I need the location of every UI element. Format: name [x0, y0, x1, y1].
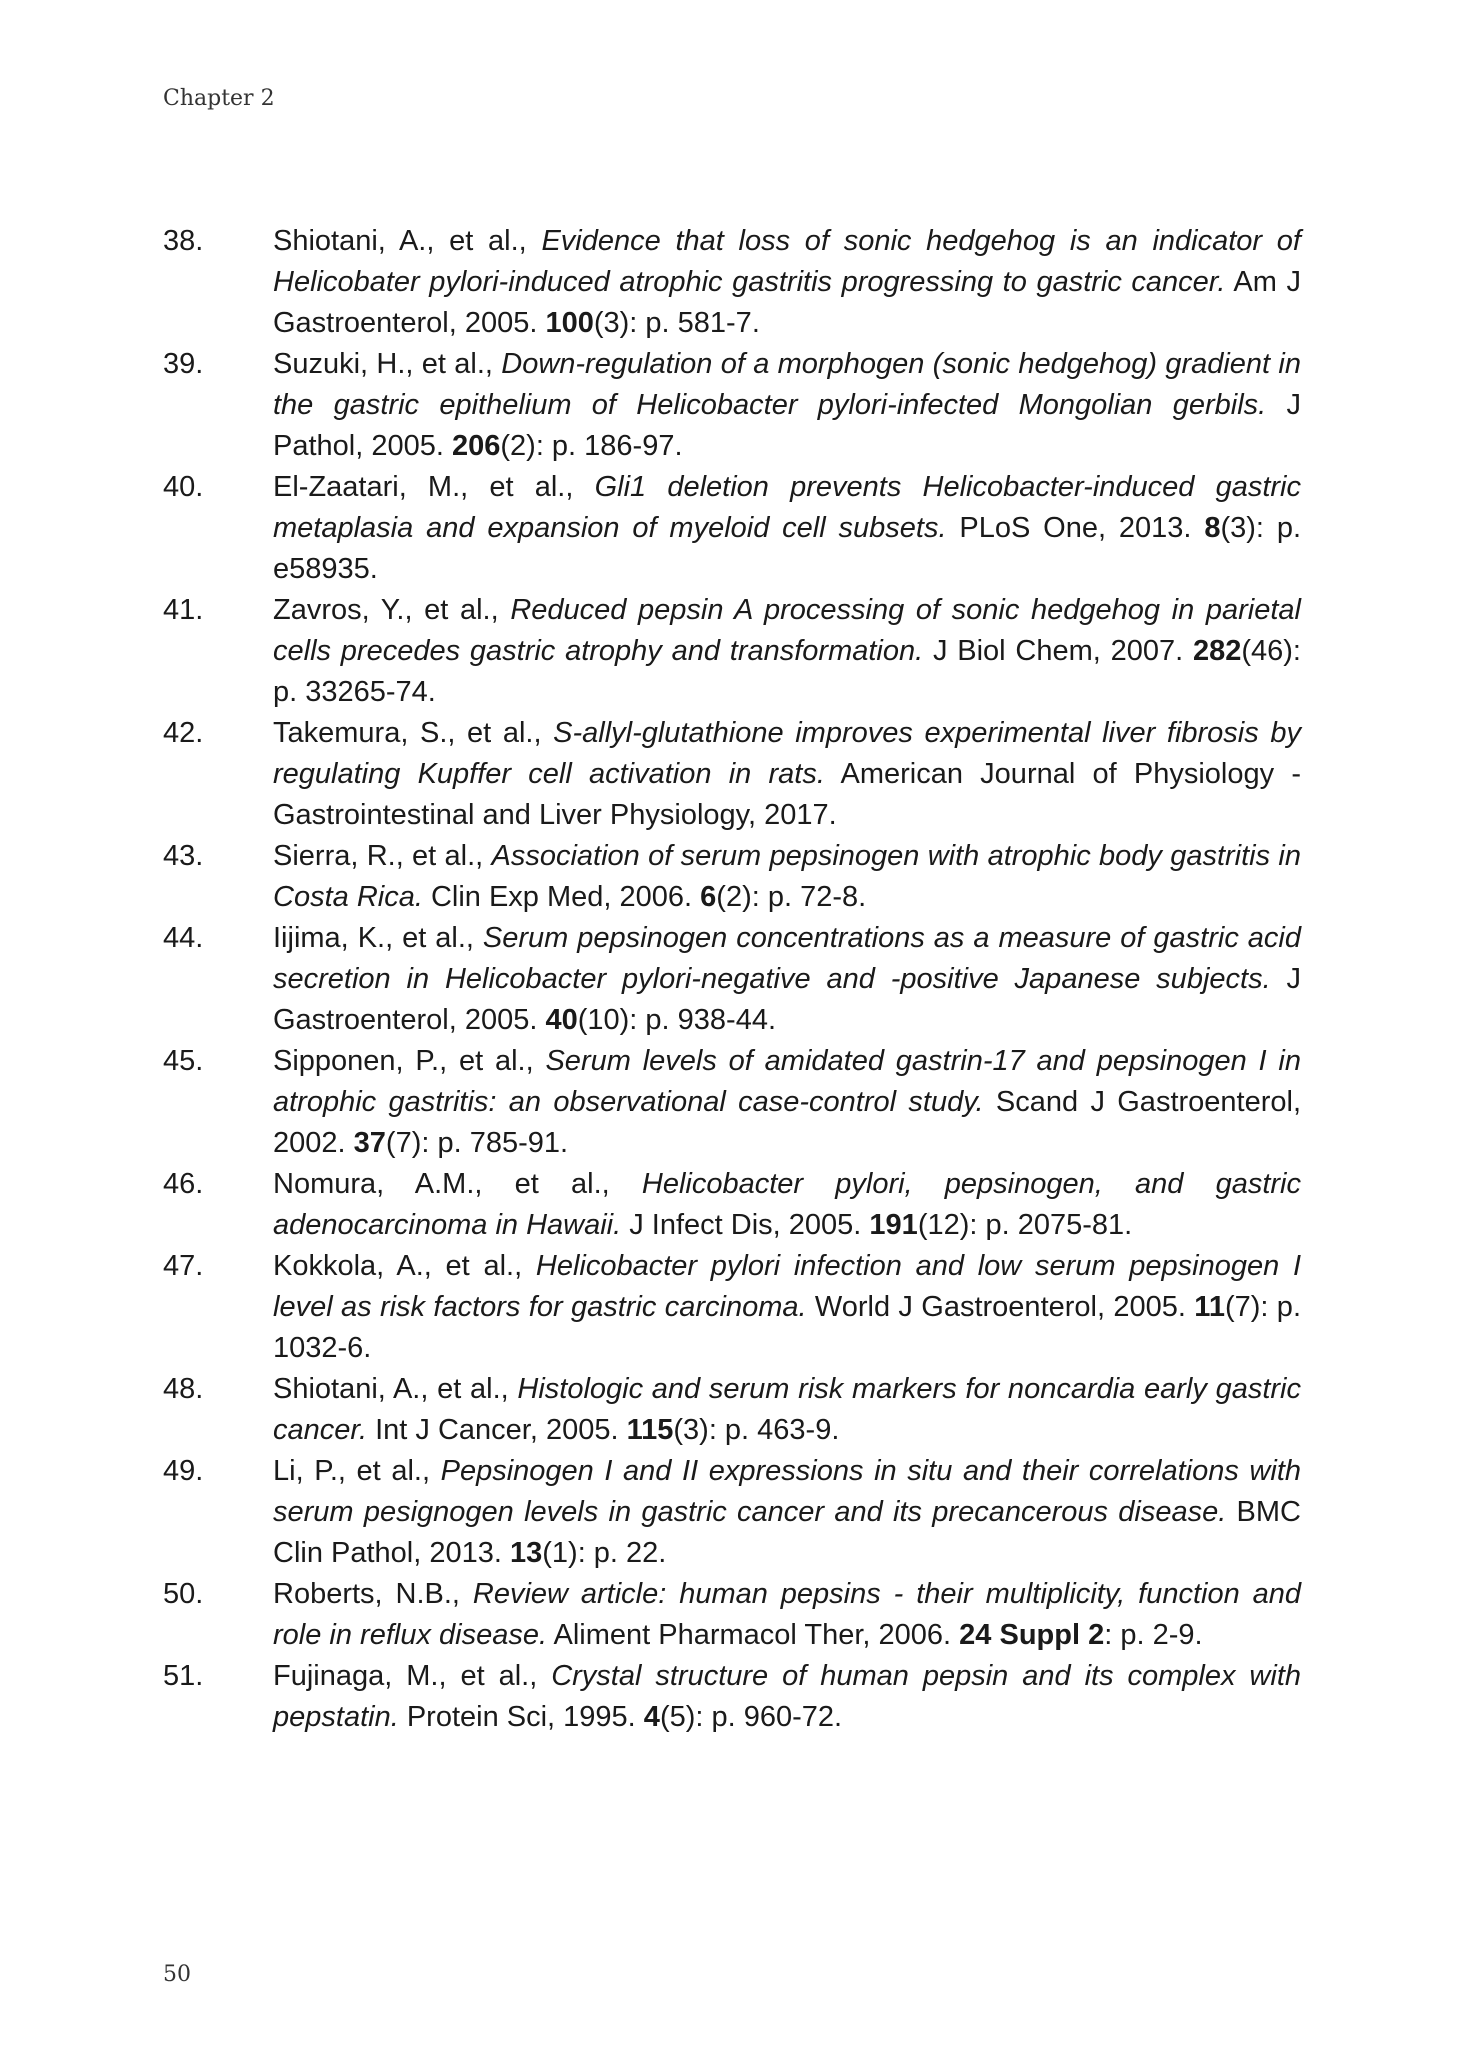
reference-authors: Zavros, Y., et al., — [273, 594, 511, 626]
reference-text — [273, 1574, 1301, 1656]
reference-authors: Suzuki, H., et al., — [273, 348, 502, 380]
reference-item — [163, 1574, 1301, 1656]
reference-journal: American Journal of Physiology - Gastrointestinal and Liver Physiology, 2017. — [273, 758, 1301, 831]
reference-number: 38. — [163, 225, 204, 257]
reference-authors: Sipponen, P., et al., — [273, 1045, 546, 1077]
reference-authors: Fujinaga, M., et al., — [273, 1660, 552, 1692]
reference-text — [273, 344, 1301, 467]
reference-number: 39. — [163, 348, 204, 380]
reference-volume: 13 — [509, 1537, 543, 1569]
reference-pages: (3): p. e58935. — [273, 512, 1301, 585]
running-head: Chapter 2 — [163, 86, 275, 111]
reference-volume: 191 — [869, 1209, 918, 1241]
reference-volume: 24 Suppl 2 — [959, 1619, 1105, 1651]
reference-volume: 115 — [626, 1414, 674, 1446]
reference-title: Pepsinogen I and II expressions in situ and their correlations with serum pesignogen levels in gastric cancer and its precancerous disease. — [273, 1455, 1302, 1528]
reference-item — [163, 1451, 1301, 1574]
reference-volume: 206 — [451, 430, 501, 462]
reference-pages: (5): p. 960-72. — [659, 1701, 843, 1733]
reference-text — [273, 836, 1301, 918]
reference-authors: Kokkola, A., et al., — [273, 1250, 536, 1282]
reference-title: Serum levels of amidated gastrin-17 and pepsinogen I in atrophic gastritis: an observational case-control study. — [273, 1045, 1301, 1118]
page-number: 50 — [163, 1962, 191, 1987]
reference-title: Helicobacter pylori, pepsinogen, and gastric adenocarcinoma in Hawaii. — [273, 1168, 1301, 1241]
reference-journal: J Pathol, 2005. — [273, 389, 1302, 462]
reference-text — [273, 1164, 1301, 1246]
reference-text — [273, 467, 1301, 590]
reference-item — [163, 1041, 1301, 1164]
reference-number: 41. — [163, 594, 204, 626]
reference-text — [273, 1656, 1301, 1738]
reference-journal: Protein Sci, 1995. — [398, 1701, 644, 1733]
reference-authors: Nomura, A.M., et al., — [273, 1168, 642, 1200]
reference-pages: (10): p. 938-44. — [577, 1004, 777, 1036]
reference-item — [163, 344, 1301, 467]
reference-journal: Int J Cancer, 2005. — [367, 1414, 627, 1446]
reference-volume: 40 — [545, 1004, 578, 1036]
reference-journal: J Gastroenterol, 2005. — [273, 963, 1302, 1036]
reference-number: 49. — [163, 1455, 204, 1487]
reference-text — [273, 1451, 1301, 1574]
reference-title: S-allyl-glutathione improves experimental liver fibrosis by regulating Kupffer cell activation in rats. — [273, 717, 1301, 790]
reference-title: Helicobacter pylori infection and low serum pepsinogen I level as risk factors for gastric carcinoma. — [273, 1250, 1302, 1323]
reference-journal: PLoS One, 2013. — [946, 512, 1205, 544]
reference-text — [273, 713, 1301, 836]
reference-text — [273, 918, 1301, 1041]
reference-title: Evidence that loss of sonic hedgehog is an indicator of Helicobater pylori-induced atrophic gastritis progressing to gastric cancer. — [273, 225, 1301, 298]
reference-title: Association of serum pepsinogen with atrophic body gastritis in Costa Rica. — [273, 840, 1301, 913]
reference-authors: El-Zaatari, M., et al., — [273, 471, 595, 503]
reference-journal: Aliment Pharmacol Ther, 2006. — [547, 1619, 960, 1651]
reference-item — [163, 1164, 1301, 1246]
reference-authors: Iijima, K., et al., — [273, 922, 483, 954]
reference-title: Crystal structure of human pepsin and its complex with pepstatin. — [273, 1660, 1301, 1733]
reference-number: 46. — [163, 1168, 204, 1200]
reference-authors: Takemura, S., et al., — [273, 717, 554, 749]
reference-journal: BMC Clin Pathol, 2013. — [273, 1496, 1301, 1569]
reference-title: Histologic and serum risk markers for noncardia early gastric cancer. — [273, 1373, 1301, 1446]
reference-pages: (2): p. 72-8. — [716, 881, 867, 913]
reference-authors: Shiotani, A., et al., — [273, 225, 542, 257]
reference-pages: (3): p. 581-7. — [593, 307, 760, 339]
reference-pages: (3): p. 463-9. — [673, 1414, 840, 1446]
reference-number: 43. — [163, 840, 204, 872]
reference-authors: Sierra, R., et al., — [273, 840, 492, 872]
reference-volume: 6 — [700, 881, 717, 913]
reference-number: 51. — [163, 1660, 204, 1692]
reference-volume: 282 — [1192, 635, 1242, 667]
reference-title: Serum pepsinogen concentrations as a measure of gastric acid secretion in Helicobacter pylori-negative and -positive Japanese subjects. — [273, 922, 1301, 995]
reference-number: 45. — [163, 1045, 204, 1077]
reference-pages: (2): p. 186-97. — [500, 430, 683, 462]
reference-journal: J Biol Chem, 2007. — [923, 635, 1193, 667]
reference-journal: J Infect Dis, 2005. — [621, 1209, 870, 1241]
reference-volume: 100 — [545, 307, 594, 339]
reference-pages: (12): p. 2075-81. — [917, 1209, 1133, 1241]
reference-volume: 11 — [1194, 1291, 1225, 1323]
reference-number: 40. — [163, 471, 204, 503]
reference-pages: (46): p. 33265-74. — [273, 635, 1301, 708]
reference-text — [273, 590, 1301, 713]
reference-volume: 37 — [353, 1127, 386, 1159]
reference-item — [163, 918, 1301, 1041]
reference-pages: (1): p. 22. — [542, 1537, 667, 1569]
reference-authors: Shiotani, A., et al., — [273, 1373, 518, 1405]
reference-item — [163, 1369, 1301, 1451]
reference-journal: Scand J Gastroenterol, 2002. — [273, 1086, 1302, 1159]
reference-item — [163, 221, 1301, 344]
reference-item — [163, 713, 1301, 836]
reference-title: Reduced pepsin A processing of sonic hedgehog in parietal cells precedes gastric atrophy and transformation. — [273, 594, 1301, 667]
reference-text — [273, 1369, 1301, 1451]
reference-number: 47. — [163, 1250, 204, 1282]
reference-number: 44. — [163, 922, 204, 954]
reference-pages: (7): p. 1032-6. — [273, 1291, 1301, 1364]
reference-number: 42. — [163, 717, 204, 749]
reference-pages: : p. 2-9. — [1104, 1619, 1203, 1651]
reference-title: Down-regulation of a morphogen (sonic hedgehog) gradient in the gastric epithelium of Helicobacter pylori-infected Mongolian gerbils. — [273, 348, 1301, 421]
reference-number: 50. — [163, 1578, 204, 1610]
reference-text — [273, 1246, 1301, 1369]
reference-journal: Clin Exp Med, 2006. — [422, 881, 701, 913]
reference-authors: Roberts, N.B., — [273, 1578, 473, 1610]
reference-text — [273, 221, 1301, 344]
reference-authors: Li, P., et al., — [273, 1455, 441, 1487]
reference-item — [163, 590, 1301, 713]
reference-item — [163, 1246, 1301, 1369]
reference-number: 48. — [163, 1373, 204, 1405]
reference-pages: (7): p. 785-91. — [385, 1127, 569, 1159]
reference-list — [163, 221, 1301, 1738]
reference-volume: 8 — [1204, 512, 1221, 544]
reference-journal: Am J Gastroenterol, 2005. — [273, 266, 1301, 339]
reference-title: Gli1 deletion prevents Helicobacter-induced gastric metaplasia and expansion of myeloid cell subsets. — [273, 471, 1301, 544]
reference-item — [163, 836, 1301, 918]
reference-text — [273, 1041, 1301, 1164]
reference-journal: World J Gastroenterol, 2005. — [806, 1291, 1195, 1323]
reference-item — [163, 467, 1301, 590]
reference-item — [163, 1656, 1301, 1738]
reference-volume: 4 — [643, 1701, 660, 1733]
reference-title: Review article: human pepsins - their multiplicity, function and role in reflux disease. — [273, 1578, 1301, 1651]
